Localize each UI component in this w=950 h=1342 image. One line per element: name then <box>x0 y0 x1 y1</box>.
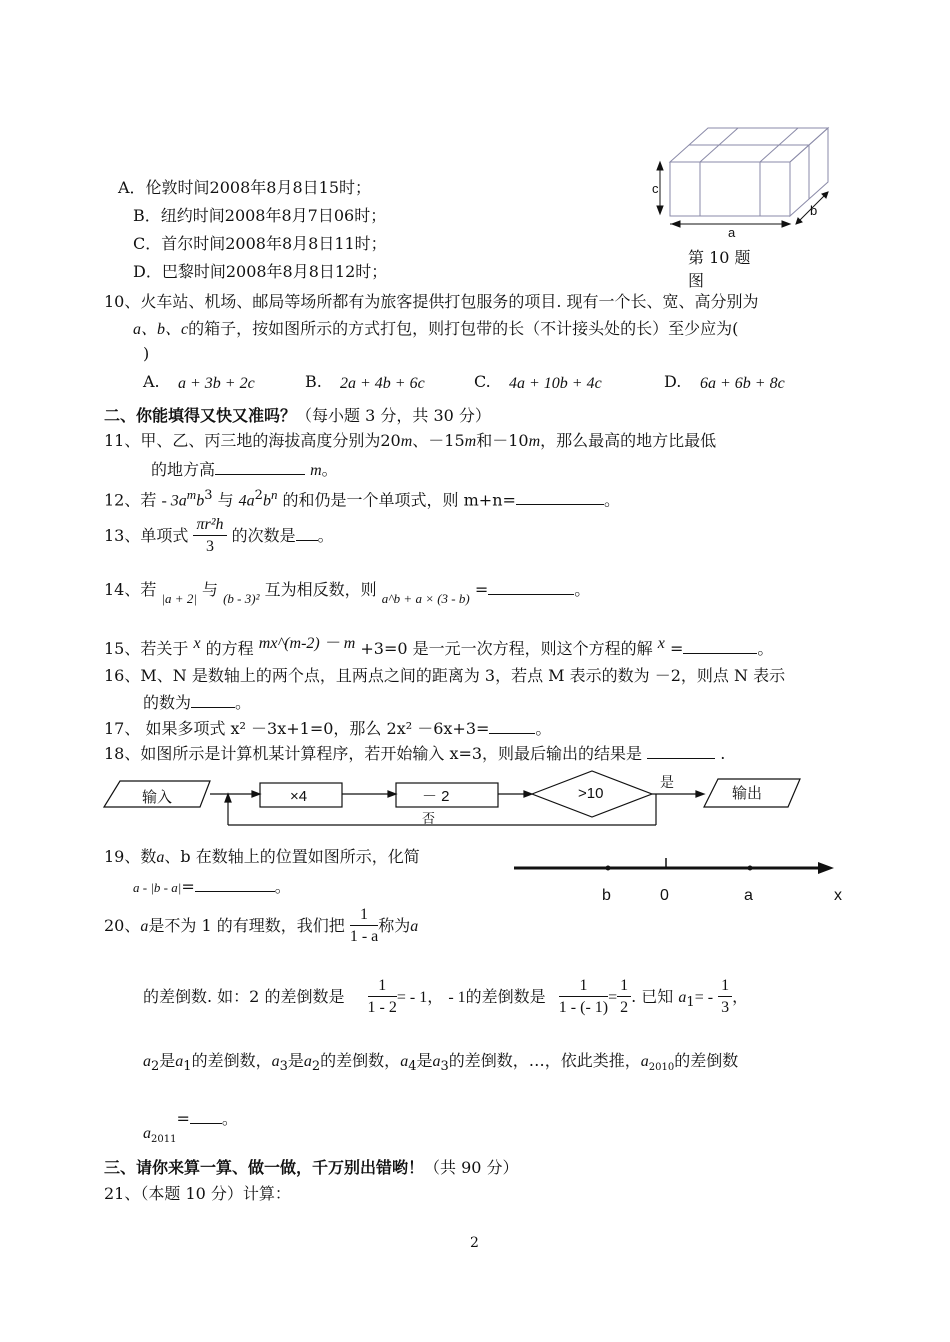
q12-exp-3: 3 <box>204 488 213 503</box>
q20-seq-a2010: a <box>640 1053 649 1070</box>
q10-option-c: 4a + 10b + 4c <box>509 375 602 392</box>
q14-mid1: 与 <box>201 580 218 599</box>
q13-suffix: 的次数是 <box>231 526 296 545</box>
q11-line1 <box>104 428 716 451</box>
section2-heading <box>104 403 491 426</box>
q20-def-num: 1 <box>350 905 378 926</box>
q12-end: 。 <box>603 490 620 510</box>
q20-var-a: a <box>140 918 149 935</box>
q12-line <box>104 487 620 510</box>
q20-l2-text-a: 的差倒数. 如：2 的差倒数是 <box>143 987 345 1006</box>
q16-line2-text: 的数为 <box>143 693 192 712</box>
q12-exp-m: m <box>186 487 197 502</box>
q11-text-d: ，那么最高的地方比最低 <box>540 431 717 450</box>
q19-equals: = <box>181 877 195 896</box>
q20-seq-text4: 的差倒数， <box>320 1051 401 1070</box>
q11-line2-text: 的地方高 <box>151 460 216 479</box>
q19-expr: a - |b - a| <box>133 880 182 895</box>
q20-seq-a4: a <box>400 1053 409 1070</box>
q13-denominator: 3 <box>205 538 214 555</box>
q20-ex2-den: 1 - (- 1) <box>558 999 609 1016</box>
q19-text-a: 19、数 <box>104 847 157 866</box>
q20-seq-a2b-sub: 2 <box>311 1059 321 1075</box>
box-diagram <box>650 120 840 240</box>
q10-vars: a、b、c <box>133 321 189 338</box>
q10-line3: ) <box>143 344 150 363</box>
q14-mid2: 互为相反数，则 <box>264 580 377 599</box>
q12-b2: b <box>262 492 271 510</box>
q19-line1 <box>104 844 420 867</box>
q18-end: . <box>720 744 726 763</box>
option-d-paris: D．巴黎时间2008年8月8日12时； <box>133 262 388 281</box>
q20-seq-a2010-sub: 2010 <box>648 1062 675 1074</box>
section2-note: （每小题 3 分，共 30 分） <box>296 406 491 425</box>
q20-half-fraction <box>617 976 631 1019</box>
q20-end: 。 <box>221 1109 238 1128</box>
q11-answer-blank[interactable] <box>215 460 305 475</box>
q19-var-a: a <box>156 849 165 866</box>
q17-answer-blank[interactable] <box>489 719 535 734</box>
q13-end: 。 <box>317 526 334 545</box>
numberline-label-a: a <box>744 887 753 902</box>
q20-ex1-den: 1 - 2 <box>367 999 397 1016</box>
q20-seq-text6: 的差倒数，…，依此类推， <box>448 1051 641 1070</box>
q17-line <box>104 716 551 739</box>
q20-def-fraction <box>350 905 378 948</box>
q12-mid: 与 <box>217 490 234 510</box>
q15-x: x <box>193 635 201 652</box>
q13-line <box>104 515 334 558</box>
q10-line2-text: 的箱子，按如图所示的方式打包，则打包带的长（不计接头处的长）至少应为( <box>188 319 739 338</box>
q20-seq-text2: 的差倒数， <box>191 1051 272 1070</box>
q15-equals: = <box>669 639 684 658</box>
q14-answer-blank[interactable] <box>488 580 574 595</box>
q16-answer-blank[interactable] <box>191 693 235 708</box>
q11-end: 。 <box>321 460 338 479</box>
q10-line2 <box>133 316 738 339</box>
q20-l2-text-c: . 已知 <box>631 987 674 1006</box>
q13-prefix: 13、单项式 <box>104 526 189 545</box>
q20-a2011: a <box>143 1125 151 1142</box>
box-label-a: a <box>728 225 736 240</box>
section3-heading <box>104 1155 519 1178</box>
q20-half-den: 2 <box>620 999 629 1016</box>
q20-comma: ， <box>427 987 444 1006</box>
q17-text: 17、 如果多项式 x² －3x+1=0，那么 2x² －6x+3= <box>104 719 490 738</box>
q11-unit-4: m <box>310 462 322 479</box>
q20-seq-a4-sub: 4 <box>408 1059 417 1075</box>
q11-text-b: 、－15 <box>412 431 465 450</box>
q15-tail: +3=0 是一元一次方程，则这个方程的解 <box>360 639 653 658</box>
q14-prefix: 14、若 <box>104 580 157 599</box>
q19-line2 <box>133 874 291 897</box>
q15-line <box>104 636 773 659</box>
section2-title: 二、你能填得又快又准吗？ <box>104 406 297 425</box>
option-c-seoul: C．首尔时间2008年8月8日11时； <box>133 234 387 253</box>
q20-seq-a2-sub: 2 <box>151 1059 160 1075</box>
q18-answer-blank[interactable] <box>647 744 715 759</box>
q15-equation: mx^(m-2) － m <box>258 635 356 652</box>
flow-yes-label: 是 <box>660 774 674 790</box>
q20-seq-a1: a <box>175 1053 184 1070</box>
numberline-label-0: 0 <box>660 887 669 902</box>
q15-mid: 的方程 <box>205 639 254 658</box>
q14-equals: = <box>474 580 489 599</box>
section3-note: （共 90 分） <box>424 1158 519 1177</box>
q20-line4 <box>143 1106 238 1146</box>
q10-option-d: 6a + 6b + 8c <box>700 375 785 392</box>
q16-line2 <box>143 690 251 713</box>
q12-suffix: 的和仍是一个单项式，则 m+n= <box>282 490 516 510</box>
q20-ex2-num: 1 <box>559 976 608 997</box>
q21-line: 21、（本题 10 分）计算： <box>104 1184 291 1203</box>
q20-seq-a3b-sub: 3 <box>440 1059 449 1075</box>
section3-title: 三、请你来算一算、做一做，千万别出错哟！ <box>104 1158 425 1177</box>
q19-end: 。 <box>274 877 291 896</box>
q20-text-b: 是不为 1 的有理数，我们把 <box>148 916 345 935</box>
option-a-london: A．伦敦时间2008年8月8日15时； <box>118 178 371 197</box>
numberline-label-b: b <box>602 887 611 902</box>
q12-expr2: 4a <box>238 492 255 510</box>
q20-a1-equals: = - <box>694 989 714 1006</box>
q10-option-d-label: D. <box>664 372 682 391</box>
q10-option-a: a + 3b + 2c <box>178 375 255 392</box>
q15-x2: x <box>657 635 665 652</box>
q14-square-expr: (b - 3)² <box>223 591 260 606</box>
q14-expr: a^b + a × (3 - b) <box>381 591 470 606</box>
q15-answer-blank[interactable] <box>683 639 757 654</box>
q16-line1: 16、M、N 是数轴上的两个点，且两点之间的距离为 3，若点 M 表示的数为 －2，则点 N 表示 <box>104 666 786 685</box>
q20-ex2-equals: = <box>608 989 618 1006</box>
flow-output-label: 输出 <box>732 785 763 802</box>
q20-neg-one: - 1 <box>448 989 466 1006</box>
q16-end: 。 <box>235 693 252 712</box>
q12-expr1: - 3a <box>161 492 187 510</box>
q18-text: 18、如图所示是计算机某计算程序，若开始输入 x=3，则最后输出的结果是 <box>104 744 643 763</box>
flow-minus-label: － 2 <box>422 788 450 805</box>
q20-seq-a3-sub: 3 <box>279 1059 288 1075</box>
q20-seq-a3b: a <box>432 1053 441 1070</box>
flow-no-label: 否 <box>422 811 436 826</box>
q20-seq-text7: 的差倒数 <box>674 1051 739 1070</box>
q20-seq-a3: a <box>271 1053 280 1070</box>
q14-line <box>104 577 591 606</box>
q11-text-a: 11、甲、乙、丙三地的海拔高度分别为20 <box>104 431 401 450</box>
option-b-newyork: B．纽约时间2008年8月7日06时； <box>133 206 387 225</box>
q20-example1-fraction <box>368 976 397 1019</box>
q13-answer-blank[interactable] <box>296 526 318 541</box>
q15-end: 。 <box>757 639 774 658</box>
q20-third-num: 1 <box>718 976 732 997</box>
q11-unit-1: m <box>400 433 413 450</box>
box-label-c: c <box>652 181 659 196</box>
q20-seq-a1-sub: 1 <box>183 1059 192 1075</box>
q20-example2-fraction <box>559 976 608 1019</box>
flowchart <box>100 765 840 830</box>
q20-seq-text5: 是 <box>416 1051 433 1070</box>
q20-a2011-sub: 2011 <box>151 1134 177 1146</box>
q20-a1-sub: 1 <box>686 995 695 1011</box>
q19-answer-blank[interactable] <box>195 877 275 892</box>
q10-option-b: 2a + 4b + 6c <box>340 375 425 392</box>
q10-option-c-label: C. <box>474 372 491 391</box>
box-label-b: b <box>810 203 818 218</box>
q20-seq-a2b: a <box>303 1053 312 1070</box>
flow-multiply-label: ×4 <box>290 788 308 805</box>
q20-half-num: 1 <box>617 976 631 997</box>
q20-seq-text1: 是 <box>159 1051 176 1070</box>
q20-text-c: 称为 <box>378 916 411 935</box>
q20-answer-blank[interactable] <box>190 1109 222 1124</box>
q11-unit-3: m <box>528 433 541 450</box>
q20-a1: a <box>678 989 687 1006</box>
q11-unit-2: m <box>464 433 477 450</box>
q12-prefix: 12、若 <box>104 490 157 510</box>
q14-end: 。 <box>574 580 591 599</box>
q19-text-b: 、b 在数轴上的位置如图所示，化简 <box>164 847 420 866</box>
q11-text-c: 和－10 <box>476 431 529 450</box>
figure-caption-line2: 图 <box>688 271 705 290</box>
q12-b1: b <box>196 492 205 510</box>
q12-exp-2: 2 <box>254 488 263 503</box>
q14-abs-expr: |a + 2| <box>161 591 197 606</box>
q18-line <box>104 741 725 764</box>
flow-input-label: 输入 <box>142 789 173 806</box>
flow-condition-label: >10 <box>578 785 604 802</box>
q20-third-den: 3 <box>721 999 730 1016</box>
q20-ex1-result: = - 1 <box>396 989 428 1006</box>
q20-ex1-num: 1 <box>368 976 397 997</box>
q10-option-b-label: B. <box>305 372 322 391</box>
q20-seq-a2: a <box>143 1053 151 1070</box>
q20-line2 <box>143 976 748 1019</box>
page-number: 2 <box>470 1235 479 1251</box>
q20-line1 <box>104 905 418 948</box>
q20-line3 <box>143 1048 738 1074</box>
q11-line2 <box>151 457 338 480</box>
q20-final-equals: = <box>176 1109 190 1128</box>
number-line <box>510 852 850 902</box>
numberline-label-x: x <box>834 887 842 902</box>
q20-third-fraction <box>718 976 732 1019</box>
q12-exp-n: n <box>270 487 278 502</box>
figure-caption-line1: 第 10 题 <box>688 248 751 267</box>
q10-option-a-label: A. <box>143 372 160 391</box>
q15-prefix: 15、若关于 <box>104 639 189 658</box>
q20-def-den: 1 - a <box>349 928 379 945</box>
q10-line1: 10、火车站、机场、邮局等场所都有为旅客提供打包服务的项目. 现有一个长、宽、高分别为 <box>104 292 759 311</box>
q20-l2-text-b: 的差倒数是 <box>465 987 546 1006</box>
q20-comma2: ， <box>732 987 749 1006</box>
q12-answer-blank[interactable] <box>516 490 604 505</box>
q20-var-a2: a <box>410 918 419 935</box>
q13-numerator: πr²h <box>193 515 226 536</box>
q17-end: 。 <box>535 719 552 738</box>
q13-fraction <box>193 515 226 558</box>
q20-num: 20、 <box>104 916 141 935</box>
q20-seq-text3: 是 <box>287 1051 304 1070</box>
